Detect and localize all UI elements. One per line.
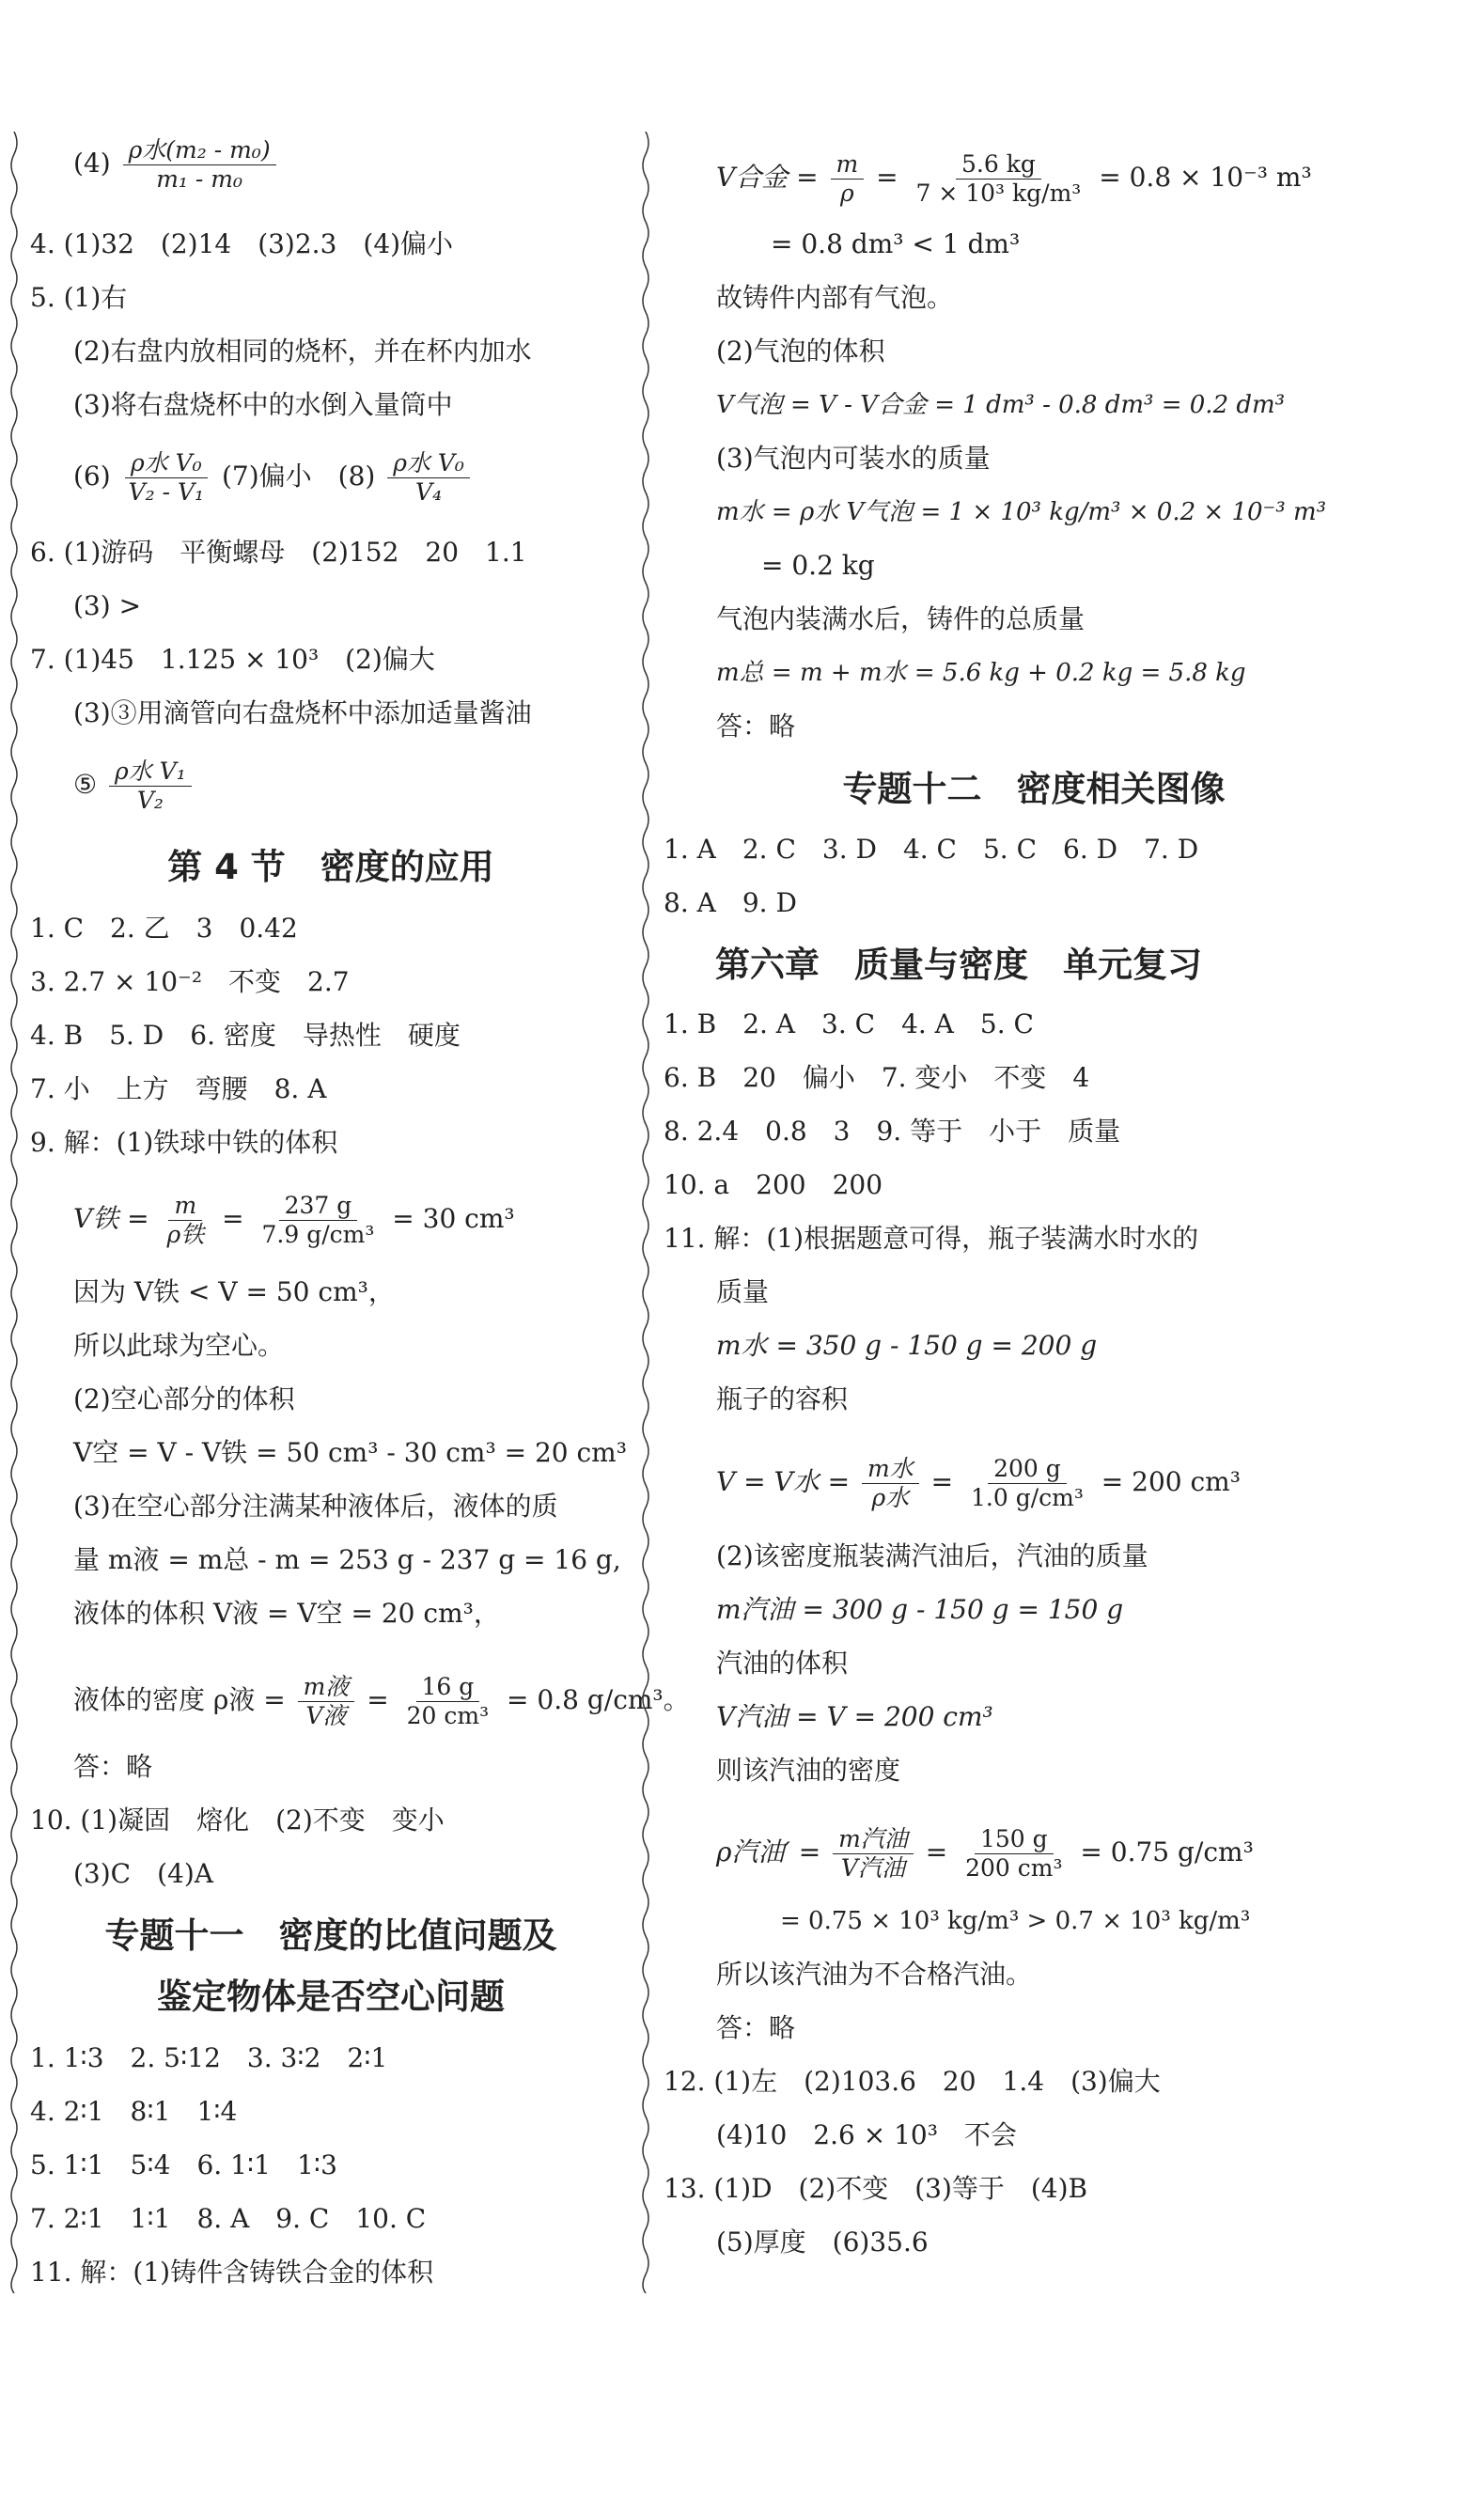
answer-line: m水 = ρ水 V气泡 = 1 × 10³ kg/m³ × 0.2 × 10⁻³ m³ <box>716 498 1327 526</box>
answer-line: V汽油 = V = 200 cm³ <box>716 1701 993 1732</box>
answer-line: 汽油的体积 <box>716 1648 849 1679</box>
answer-line: 8. 2.4 0.8 3 9. 等于 小于 质量 <box>664 1116 1121 1147</box>
answer-line: (2)气泡的体积 <box>716 336 885 367</box>
fraction: $\frac{\text{ρ水 V₀}}{\text{V₄}}$ <box>387 449 470 507</box>
answer-line: 11. 解：(1)铸件含铸铁合金的体积 <box>30 2257 434 2288</box>
answer-line: 9. 解：(1)铁球中铁的体积 <box>30 1127 338 1158</box>
answer-line: 液体的体积 V液 = V空 = 20 cm³， <box>73 1598 500 1629</box>
answer-line: 6. (1)游码 平衡螺母 (2)152 20 1.1 <box>30 537 527 568</box>
answer-line: 4. B 5. D 6. 密度 导热性 硬度 <box>30 1020 461 1051</box>
fraction: $\frac{\text{ρ水(m₂ - m₀)}}{\text{m₁ - m₀}}$ <box>123 136 276 194</box>
q3-item4: (4) $\frac{\text{ρ水(m₂ - m₀)}}{\text{m₁ - m₀}}$ <box>73 136 280 194</box>
answer-line: 所以该汽油为不合格汽油。 <box>716 1959 1033 1990</box>
fraction: $\frac{\text{m液}}{\text{V液}}$ <box>298 1673 355 1730</box>
answer-line: 答：略 <box>716 711 796 742</box>
answer-line: 所以此球为空心。 <box>73 1330 285 1361</box>
answer-line: 4. 2∶1 8∶1 1∶4 <box>30 2096 238 2127</box>
answer-line: (2)右盘内放相同的烧杯，并在杯内加水 <box>73 336 532 367</box>
topic-title: 鉴定物体是否空心问题 <box>157 1977 505 2017</box>
answer-line: 答：略 <box>73 1751 153 1782</box>
answer-line: (3)③用滴管向右盘烧杯中添加适量酱油 <box>73 697 532 728</box>
bottle-volume-formula: V = V水 = $\frac{\text{m水}}{\text{ρ水}}$ = $\frac{200 g}{\text{1.0 g/cm³}}$ = 200 cm³ <box>716 1455 1241 1511</box>
answer-line: 8. A 9. D <box>664 887 797 918</box>
chapter-title: 第六章 质量与密度 单元复习 <box>715 945 1202 985</box>
answer-line: (4)10 2.6 × 10³ 不会 <box>716 2119 1017 2150</box>
answer-line: 4. (1)32 (2)14 (3)2.3 (4)偏小 <box>30 228 454 259</box>
answer-line: 13. (1)D (2)不变 (3)等于 (4)B <box>664 2173 1088 2204</box>
answer-line: 故铸件内部有气泡。 <box>716 282 954 313</box>
gasoline-density-formula: ρ汽油′ = $\frac{\text{m汽油}}{\text{V汽油}}$ = $\frac{150 g}{\text{200 cm³}}$ = 0.75 g/cm³ <box>716 1825 1254 1882</box>
answer-line: 答：略 <box>716 2012 796 2043</box>
answer-line: 3. 2.7 × 10⁻² 不变 2.7 <box>30 966 350 997</box>
answer-line: 瓶子的容积 <box>716 1383 849 1414</box>
answer-line: 7. 2∶1 1∶1 8. A 9. C 10. C <box>30 2203 427 2234</box>
answer-line: (2)该密度瓶装满汽油后，汽油的质量 <box>716 1540 1148 1571</box>
answer-line: 12. (1)左 (2)103.6 20 1.4 (3)偏大 <box>664 2066 1161 2097</box>
q9-density-formula: 液体的密度 ρ液 = $\frac{\text{m液}}{\text{V液}}$ = $\frac{16 g}{\text{20 cm³}}$ = 0.8 g/cm³。 <box>73 1673 690 1729</box>
fraction: $\frac{\text{ρ水 V₀}}{\text{V₂ - V₁}}$ <box>123 449 211 507</box>
q7-item5: ⑤ $\frac{\text{ρ水 V₁}}{\text{V₂}}$ <box>73 758 195 815</box>
answer-line: 1. 1∶3 2. 5∶12 3. 3∶2 2∶1 <box>30 2042 388 2073</box>
fraction: $\frac{200 g}{\text{1.0 g/cm³}}$ <box>970 1455 1084 1511</box>
answer-line: = 0.8 dm³ < 1 dm³ <box>771 228 1021 259</box>
topic-title: 专题十二 密度相关图像 <box>842 769 1226 809</box>
fraction: $\frac{\text{ρ水 V₁}}{\text{V₂}}$ <box>109 758 192 815</box>
answer-line: 质量 <box>716 1276 770 1307</box>
answer-line: = 0.75 × 10³ kg/m³ > 0.7 × 10³ kg/m³ <box>780 1907 1251 1935</box>
fraction: $\frac{m}{\text{ρ铁}}$ <box>166 1192 205 1248</box>
answer-line: (3)气泡内可装水的质量 <box>716 443 991 474</box>
q11-alloy-volume-formula: V合金 = $\frac{m}{\rho}$ = $\frac{5.6 kg}{\text{7 × 10³ kg/m³}}$ = 0.8 × 10⁻³ m³ <box>716 150 1312 207</box>
fraction: $\frac{\text{m水}}{\text{ρ水}}$ <box>862 1455 919 1512</box>
q5-item6-8: (6) $\frac{\text{ρ水 V₀}}{\text{V₂ - V₁}}$ (7)偏小 (8) $\frac{\text{ρ水 V₀}}{\text{V₄}}$ <box>73 449 474 507</box>
answer-line: = 0.2 kg <box>761 550 875 581</box>
answer-line: (2)空心部分的体积 <box>73 1383 295 1414</box>
answer-line: 则该汽油的密度 <box>716 1755 901 1786</box>
answer-line: 10. (1)凝固 熔化 (2)不变 变小 <box>30 1805 445 1836</box>
answer-line: (3)C (4)A <box>73 1858 213 1889</box>
answer-line: 因为 V铁 < V = 50 cm³， <box>73 1276 395 1307</box>
answer-line: V气泡 = V - V合金 = 1 dm³ - 0.8 dm³ = 0.2 dm³ <box>716 391 1286 419</box>
answer-line: 7. (1)45 1.125 × 10³ (2)偏大 <box>30 644 435 675</box>
q9-volume-formula: V铁 = $\frac{m}{\text{ρ铁}}$ = $\frac{237 g}{\text{7.9 g/cm³}}$ = 30 cm³ <box>73 1192 515 1248</box>
answer-line: (3) > <box>73 590 142 621</box>
answer-line: 1. C 2. 乙 3 0.42 <box>30 913 298 944</box>
answer-line: 5. 1∶1 5∶4 6. 1∶1 1∶3 <box>30 2149 337 2180</box>
fraction: $\frac{150 g}{\text{200 cm³}}$ <box>965 1825 1063 1882</box>
fraction: $\frac{m}{\rho}$ <box>831 150 865 208</box>
answer-line: 1. B 2. A 3. C 4. A 5. C <box>664 1008 1034 1039</box>
fraction: $\frac{\text{m汽油}}{\text{V汽油}}$ <box>833 1825 914 1883</box>
answer-line: 5. (1)右 <box>30 282 128 313</box>
answer-line: 6. B 20 偏小 7. 变小 不变 4 <box>664 1062 1090 1093</box>
answer-line: V空 = V - V铁 = 50 cm³ - 30 cm³ = 20 cm³ <box>73 1437 627 1468</box>
section-title: 第 4 节 密度的应用 <box>167 847 494 887</box>
left-wavy-border <box>8 132 21 2293</box>
answer-line: (3)在空心部分注满某种液体后，液体的质 <box>73 1491 558 1522</box>
answer-line: m总 = m + m水 = 5.6 kg + 0.2 kg = 5.8 kg <box>716 659 1246 687</box>
answer-line: 气泡内装满水后，铸件的总质量 <box>716 603 1086 634</box>
answer-line: 量 m液 = m总 - m = 253 g - 237 g = 16 g, <box>73 1544 621 1575</box>
fraction: $\frac{237 g}{\text{7.9 g/cm³}}$ <box>261 1192 375 1248</box>
answer-line: 7. 小 上方 弯腰 8. A <box>30 1073 327 1104</box>
fraction: $\frac{5.6 kg}{\text{7 × 10³ kg/m³}}$ <box>915 150 1082 207</box>
answer-line: (5)厚度 (6)35.6 <box>716 2227 929 2258</box>
center-wavy-divider <box>639 132 652 2293</box>
topic-title: 专题十一 密度的比值问题及 <box>104 1915 557 1956</box>
answer-line: m水 = 350 g - 150 g = 200 g <box>716 1330 1098 1361</box>
fraction: $\frac{16 g}{\text{20 cm³}}$ <box>406 1673 490 1729</box>
answer-line: 10. a 200 200 <box>664 1169 883 1200</box>
answer-line: 1. A 2. C 3. D 4. C 5. C 6. D 7. D <box>664 834 1199 865</box>
answer-line: m汽油 = 300 g - 150 g = 150 g <box>716 1594 1124 1625</box>
answer-line: (3)将右盘烧杯中的水倒入量筒中 <box>73 389 453 420</box>
answer-line: 11. 解：(1)根据题意可得，瓶子装满水时水的 <box>664 1223 1199 1254</box>
